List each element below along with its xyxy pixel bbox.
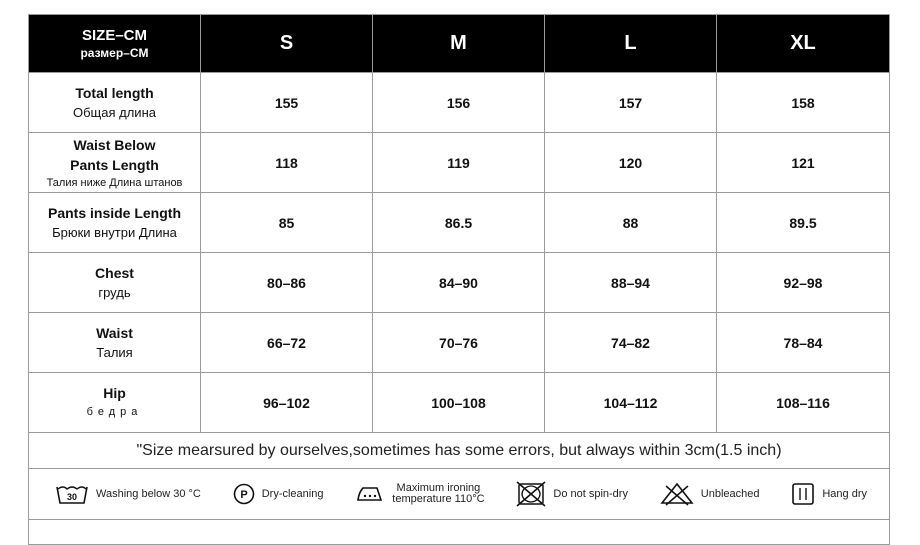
table-row-pants-inside: [29, 193, 890, 253]
cell-value: 92–98: [717, 253, 890, 313]
care-no-spin: [516, 481, 628, 507]
row-label: [29, 253, 201, 313]
cell-value: 78–84: [717, 313, 890, 373]
hang-dry-icon: [791, 482, 815, 506]
cell-value: 80–86: [201, 253, 373, 313]
iron-icon: [355, 484, 385, 504]
header-label-cell: [29, 15, 201, 73]
cell-value: 86.5: [373, 193, 545, 253]
row-label-ru: Талия: [96, 345, 133, 360]
row-label-en: Waist: [96, 325, 133, 341]
cell-value: 118: [201, 133, 373, 193]
row-label: [29, 193, 201, 253]
row-label: [29, 73, 201, 133]
care-washing: [55, 483, 201, 505]
cell-value: 158: [717, 73, 890, 133]
row-label-en: Pants inside Length: [47, 205, 181, 221]
table-row-total-length: [29, 73, 890, 133]
cell-value: 104–112: [545, 373, 717, 433]
row-label-en: Pants Length: [70, 156, 159, 173]
size-note: "Size mearsured by ourselves,sometimes has some errors, but always within 3cm(1.5 inch): [29, 433, 890, 469]
care-dry-cleaning-label: Dry-cleaning: [261, 487, 324, 500]
cell-value: 156: [373, 73, 545, 133]
wash-tub-icon: [55, 483, 89, 505]
care-hang-dry: [791, 482, 867, 506]
cell-value: 119: [373, 133, 545, 193]
care-washing-label: Washing below 30 °C: [96, 487, 201, 500]
care-hang-dry-label: Hang dry: [822, 487, 867, 500]
row-label: [29, 373, 201, 433]
cell-value: 96–102: [201, 373, 373, 433]
bottom-row: [29, 520, 890, 545]
care-row: [29, 469, 890, 520]
header-size-m: M: [373, 15, 545, 73]
care-dry-cleaning: [233, 483, 324, 505]
row-label: [29, 133, 201, 193]
header-size-s: S: [201, 15, 373, 73]
cell-value: 157: [545, 73, 717, 133]
row-label-ru: грудь: [98, 285, 131, 300]
no-spin-dry-icon: [516, 481, 546, 507]
wash-temp-label: 30: [66, 492, 78, 502]
care-cell: [29, 469, 890, 520]
care-ironing: [355, 483, 484, 505]
row-label-en: Chest: [95, 265, 134, 281]
cell-value: 121: [717, 133, 890, 193]
care-unbleached: [660, 482, 760, 506]
care-no-spin-label: Do not spin-dry: [553, 487, 628, 500]
cell-value: 155: [201, 73, 373, 133]
cell-value: 74–82: [545, 313, 717, 373]
cell-value: 88–94: [545, 253, 717, 313]
row-label-en: Total length: [75, 85, 154, 101]
size-table: [28, 14, 890, 545]
no-bleach-icon: [660, 482, 694, 506]
cell-value: 120: [545, 133, 717, 193]
cell-value: 84–90: [373, 253, 545, 313]
care-unbleached-label: Unbleached: [700, 487, 760, 500]
table-row-chest: [29, 253, 890, 313]
cell-value: 108–116: [717, 373, 890, 433]
care-ironing-text: [392, 483, 484, 505]
care-instructions: [29, 481, 889, 507]
table-row-waist: [29, 313, 890, 373]
row-label-ru: Брюки внутри Длина: [52, 225, 177, 240]
row-label-ru: бедра: [86, 406, 143, 418]
row-label-en: Hip: [103, 385, 126, 401]
bottom-empty-cell: [29, 520, 890, 545]
header-label-en: SIZE–CM: [81, 27, 147, 44]
care-ironing-line2: temperature 110°C: [392, 493, 485, 505]
row-label-ru: Талия ниже Длина штанов: [46, 176, 183, 189]
cell-value: 70–76: [373, 313, 545, 373]
header-row: [29, 15, 890, 73]
row-label-ru: Общая длина: [73, 105, 156, 120]
row-label-en: Waist Below: [73, 136, 156, 153]
header-size-l: L: [545, 15, 717, 73]
row-label: [29, 313, 201, 373]
note-row: [29, 433, 890, 469]
table-row-waist-below: [29, 133, 890, 193]
header-size-xl: XL: [717, 15, 890, 73]
cell-value: 85: [201, 193, 373, 253]
dry-clean-icon: [233, 483, 255, 505]
cell-value: 89.5: [717, 193, 890, 253]
table-row-hip: [29, 373, 890, 433]
cell-value: 88: [545, 193, 717, 253]
cell-value: 66–72: [201, 313, 373, 373]
care-ironing-line1: Maximum ironing: [396, 482, 481, 494]
cell-value: 100–108: [373, 373, 545, 433]
dry-clean-symbol: P: [240, 489, 248, 501]
size-chart: [28, 14, 889, 544]
header-label-ru: размер–CM: [80, 46, 149, 60]
